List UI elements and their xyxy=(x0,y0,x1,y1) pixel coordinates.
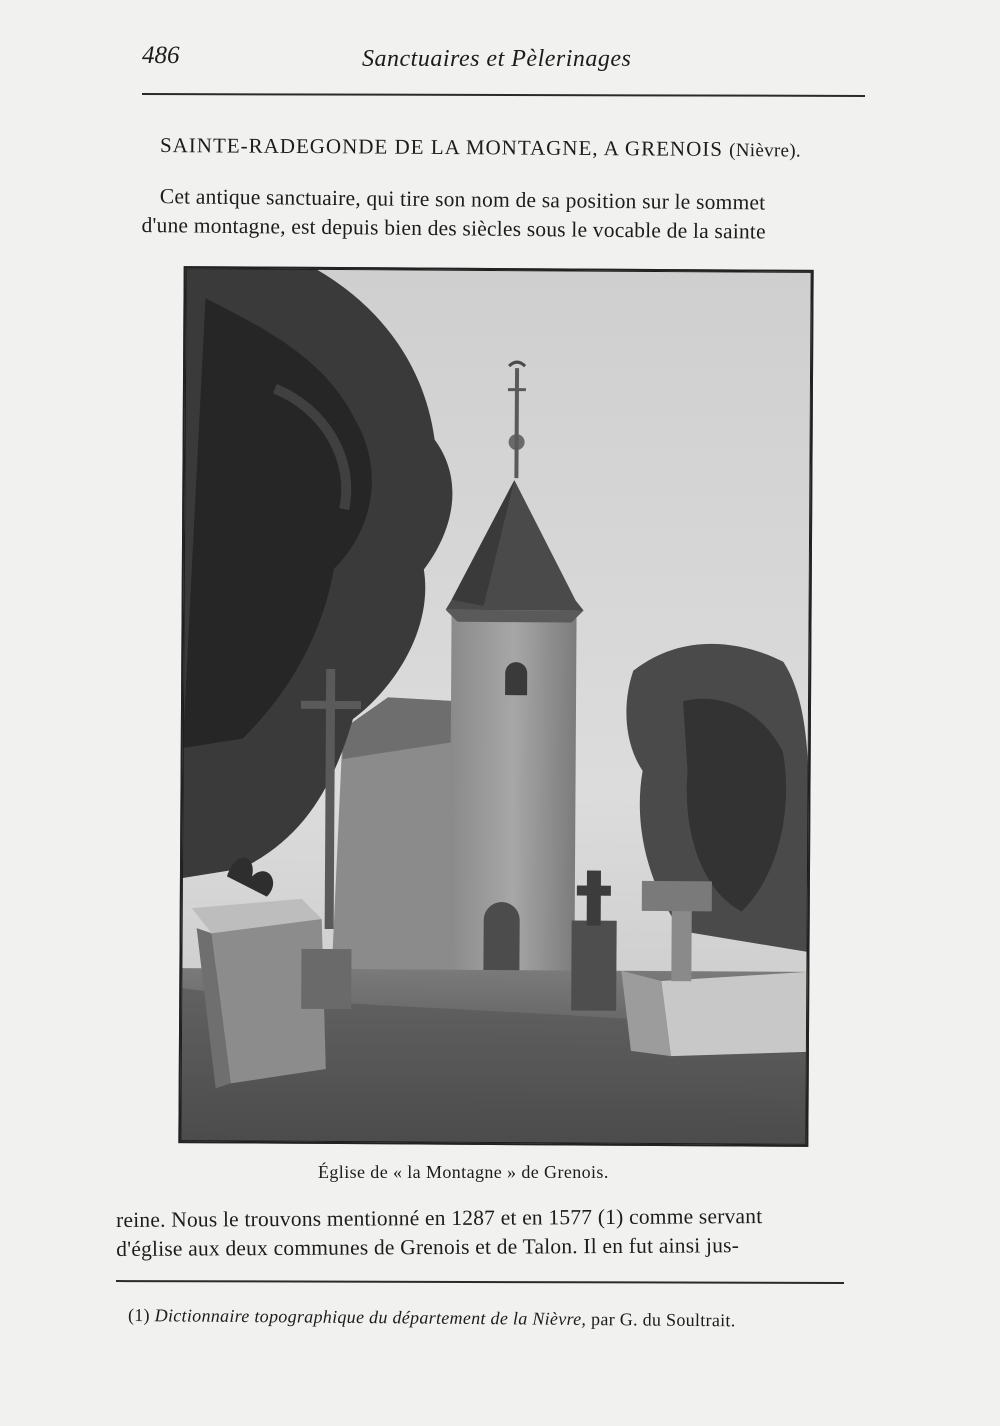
figure-caption: Église de « la Montagne » de Grenois. xyxy=(318,1162,609,1182)
article-title-main: SAINTE-RADEGONDE DE LA MONTAGNE, A GRENOIS xyxy=(159,133,724,161)
footnote-title: Dictionnaire topographique du département de la Nièvre, xyxy=(154,1305,587,1329)
page-header xyxy=(140,40,865,84)
footnote-author: par G. du Soultrait. xyxy=(591,1309,736,1331)
running-title: Sanctuaires et Pèlerinages xyxy=(362,46,632,72)
article-title xyxy=(160,133,860,163)
paragraph-continued-line-1: reine. Nous le trouvons mentionné en 1287 et en 1577 (1) comme servant xyxy=(116,1204,763,1232)
article-title-region: (Nièvre). xyxy=(729,139,802,162)
footnote-rule xyxy=(116,1280,844,1284)
footnote-marker: (1) xyxy=(127,1305,150,1326)
church-painting xyxy=(180,268,811,1145)
paragraph-intro-line-2: d'une montagne, est depuis bien des siècles sous le vocable de la sainte xyxy=(141,212,766,244)
header-rule xyxy=(142,93,865,97)
paragraph-intro xyxy=(141,182,872,248)
paragraph-intro-line-1: Cet antique sanctuaire, qui tire son nom de sa position sur le sommet xyxy=(159,184,766,215)
paragraph-continued xyxy=(116,1202,848,1264)
footnote xyxy=(128,1305,736,1331)
church-illustration xyxy=(178,266,813,1147)
paragraph-continued-line-2: d'église aux deux communes de Grenois et de Talon. Il en fut ainsi jus- xyxy=(116,1233,740,1261)
page-number: 486 xyxy=(142,42,180,69)
